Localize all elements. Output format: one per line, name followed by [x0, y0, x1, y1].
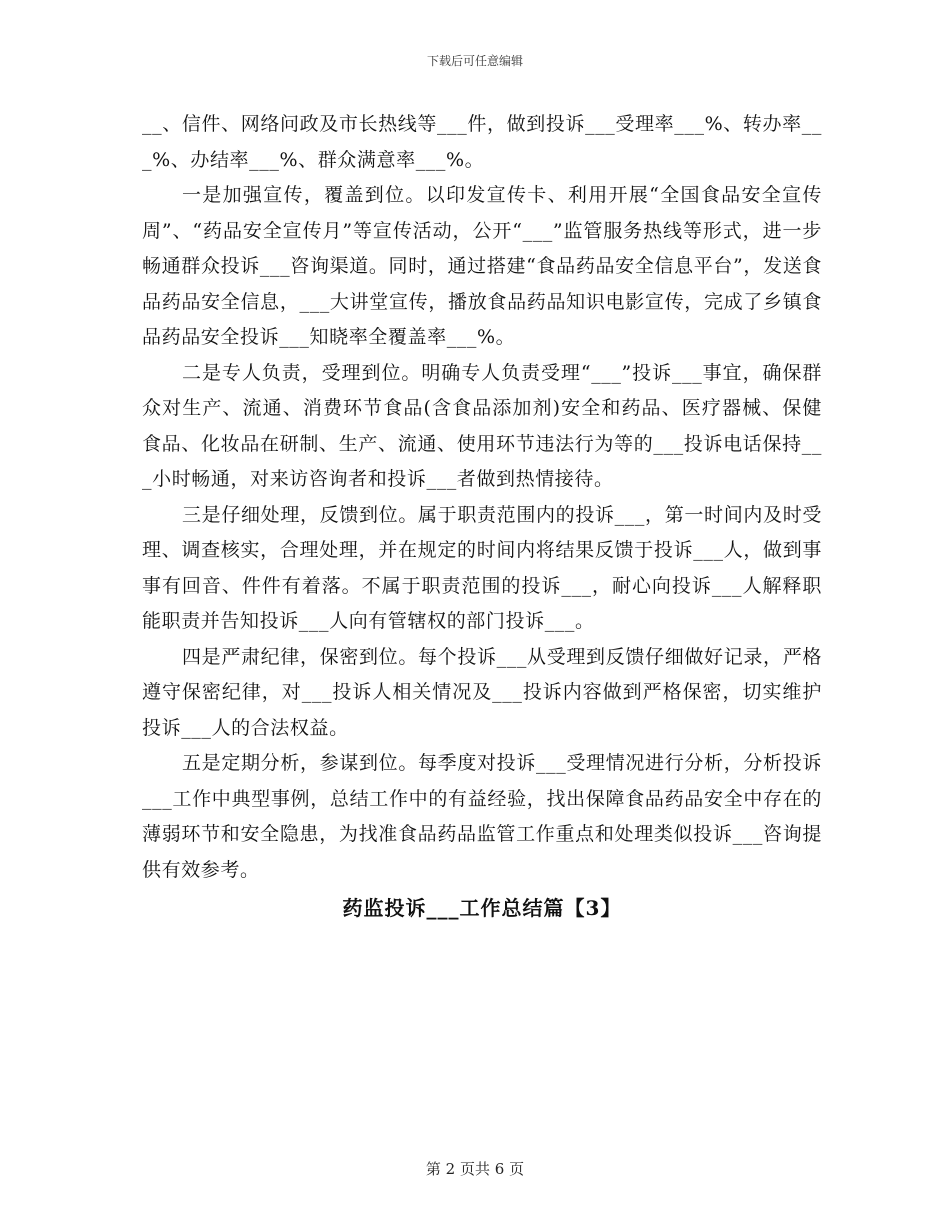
page-header: 下载后可任意编辑: [426, 54, 523, 68]
paragraph-discipline: 四是严肃纪律，保密到位。每个投诉___从受理到反馈仔细做好记录，严格遵守保密纪律，对___投诉人相关情况及___投诉内容做到严格保密，切实维护投诉___人的合法权益。: [142, 645, 822, 739]
page-number-footer: 第 2 页共 6 页: [425, 1160, 525, 1178]
paragraph-analysis: 五是定期分析，参谋到位。每季度对投诉___受理情况进行分析，分析投诉___工作中典型事例，总结工作中的有益经验，找出保障食品药品安全中存在的薄弱环节和安全隐患，为找准食品药品监管工作重点和处理类似投诉___咨询提供有效参考。: [142, 752, 822, 881]
paragraph-dedicated-staff: 二是专人负责，受理到位。明确专人负责受理“___”投诉___事宜，确保群众对生产、流通、消费环节食品(含食品添加剂)安全和药品、医疗器械、保健食品、化妆品在研制、生产、流通、使用环节违法行为等的___投诉电话保持___小时畅通，对来访咨询者和投诉___者做到热情接待。: [142, 361, 822, 490]
paragraph-intro-stats: __、信件、网络问政及市长热线等___件，做到投诉___受理率___%、转办率___%、办结率___%、群众满意率___%。: [142, 113, 822, 171]
paragraph-careful-handling: 三是仔细处理，反馈到位。属于职责范围内的投诉___，第一时间内及时受理、调查核实，合理处理，并在规定的时间内将结果反馈于投诉___人，做到事事有回音、件件有着落。不属于职责范围的投诉___，耐心向投诉___人解释职能职责并告知投诉___人向有管辖权的部门投诉___。: [142, 503, 822, 632]
section-title: 药监投诉___工作总结篇【3】: [342, 896, 622, 920]
document-body: [142, 107, 822, 926]
paragraph-publicity: 一是加强宣传，覆盖到位。以印发宣传卡、利用开展“全国食品安全宣传周”、“药品安全宣传月”等宣传活动，公开“___”监管服务热线等形式，进一步畅通群众投诉___咨询渠道。同时，通过搭建“食品药品安全信息平台”，发送食品药品安全信息，___大讲堂宣传，播放食品药品知识电影宣传，完成了乡镇食品药品安全投诉___知晓率全覆盖率___%。: [142, 184, 822, 348]
